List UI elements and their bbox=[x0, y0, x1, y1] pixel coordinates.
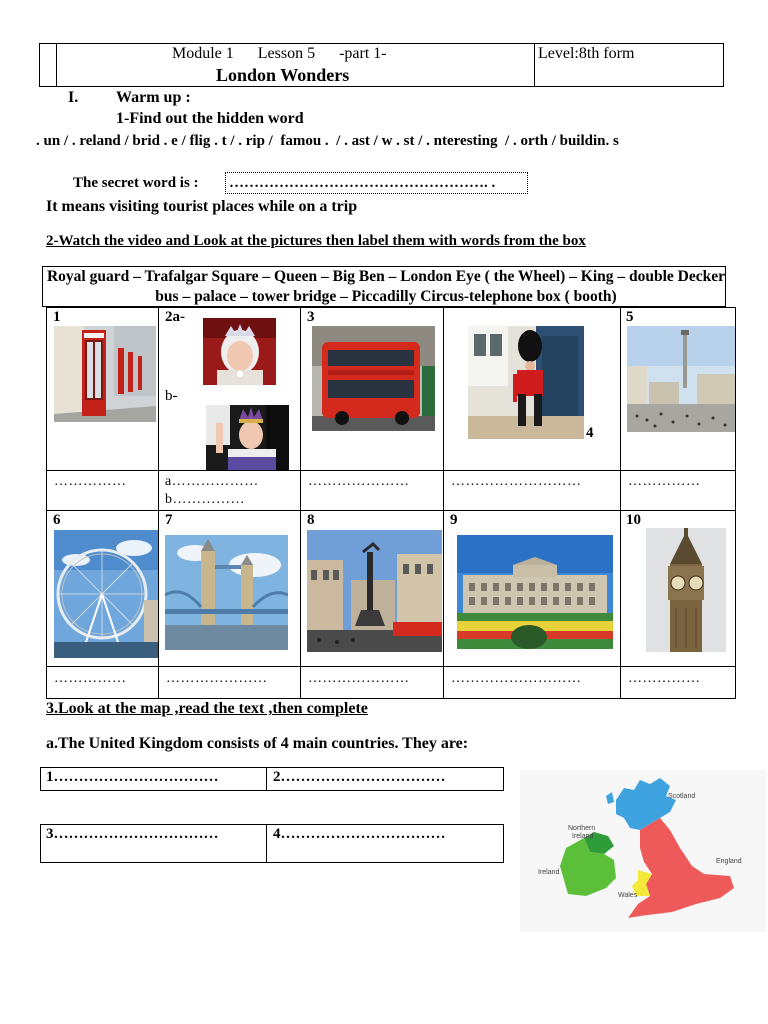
answer-blank-5[interactable]: …………… bbox=[628, 474, 701, 489]
piccadilly-circus-image bbox=[307, 530, 442, 652]
number-8: 8 bbox=[307, 512, 315, 528]
task3-heading: 3.Look at the map ,read the text ,then complete bbox=[46, 700, 368, 717]
telephone-box-image bbox=[54, 326, 156, 422]
royal-guard-image bbox=[468, 326, 584, 439]
word-box-text: Royal guard – Trafalgar Square – Queen – Big Ben – London Eye ( the Wheel) – King – double Decker bus – palace – tower bridge – Piccadilly Circus-telephone box ( booth) bbox=[46, 268, 726, 305]
buckingham-palace-image bbox=[457, 535, 613, 649]
number-1: 1 bbox=[53, 309, 61, 325]
number-4: 4 bbox=[586, 425, 594, 441]
secret-word-label: The secret word is : bbox=[73, 175, 199, 191]
number-7: 7 bbox=[165, 512, 173, 528]
big-ben-image bbox=[646, 528, 726, 652]
number-2b: b- bbox=[165, 388, 178, 404]
country-blank-1: 1…………………………… bbox=[46, 769, 219, 785]
map-label-ireland: Ireland bbox=[538, 869, 560, 876]
secret-word-meaning: It means visiting tourist places while on a trip bbox=[46, 198, 358, 215]
task2-heading: 2-Watch the video and Look at the pictures then label them with words from the box bbox=[46, 233, 586, 249]
answer-blank-6[interactable]: …………… bbox=[54, 671, 127, 686]
trafalgar-square-image bbox=[627, 326, 735, 432]
number-3: 3 bbox=[307, 309, 315, 325]
answer-blank-9[interactable]: ……………………… bbox=[451, 671, 582, 686]
map-label-england: England bbox=[716, 858, 742, 865]
country-blank-2: 2…………………………… bbox=[273, 769, 446, 785]
task1-heading: 1-Find out the hidden word bbox=[116, 110, 304, 127]
secret-word-blank: ……………………………………………. . bbox=[229, 175, 496, 191]
uk-map-image bbox=[520, 770, 766, 932]
answer-blank-10[interactable]: …………… bbox=[628, 671, 701, 686]
number-9: 9 bbox=[450, 512, 458, 528]
map-label-wales: Wales bbox=[618, 892, 638, 899]
warmup-heading: Warm up : bbox=[116, 89, 191, 106]
answer-blank-2b[interactable]: b…………… bbox=[165, 492, 245, 507]
section-numeral: I. bbox=[68, 89, 79, 106]
london-eye-image bbox=[54, 530, 158, 658]
answer-blank-4[interactable]: ……………………… bbox=[451, 474, 582, 489]
module-line: Module 1 Lesson 5 -part 1- bbox=[172, 45, 387, 62]
answer-blank-8[interactable]: ………………… bbox=[308, 671, 410, 686]
answer-blank-7[interactable]: ………………… bbox=[166, 671, 268, 686]
double-decker-bus-image bbox=[312, 326, 435, 431]
map-label-northern-ireland: Northern Ireland bbox=[568, 825, 596, 840]
number-6: 6 bbox=[53, 512, 61, 528]
answer-blank-1[interactable]: …………… bbox=[54, 474, 127, 489]
answer-blank-2a[interactable]: a……………… bbox=[165, 474, 259, 489]
country-blank-4: 4…………………………… bbox=[273, 826, 446, 842]
tower-bridge-image bbox=[165, 535, 288, 650]
number-10: 10 bbox=[626, 512, 641, 528]
level-label: Level:8th form bbox=[538, 45, 635, 62]
answer-blank-3[interactable]: ………………… bbox=[308, 474, 410, 489]
king-image bbox=[206, 405, 289, 470]
number-5: 5 bbox=[626, 309, 634, 325]
page-title: London Wonders bbox=[216, 65, 350, 85]
country-blank-3: 3…………………………… bbox=[46, 826, 219, 842]
question-a: a.The United Kingdom consists of 4 main countries. They are: bbox=[46, 735, 469, 752]
number-2a: 2a- bbox=[165, 309, 185, 325]
queen-image bbox=[203, 318, 276, 385]
map-label-scotland: Scotland bbox=[668, 793, 696, 800]
scrambled-words: . un / . reland / brid . e / flig . t / . rip / famou . / . ast / w . st / . nteresting / . orth / buildin. s bbox=[36, 133, 619, 149]
